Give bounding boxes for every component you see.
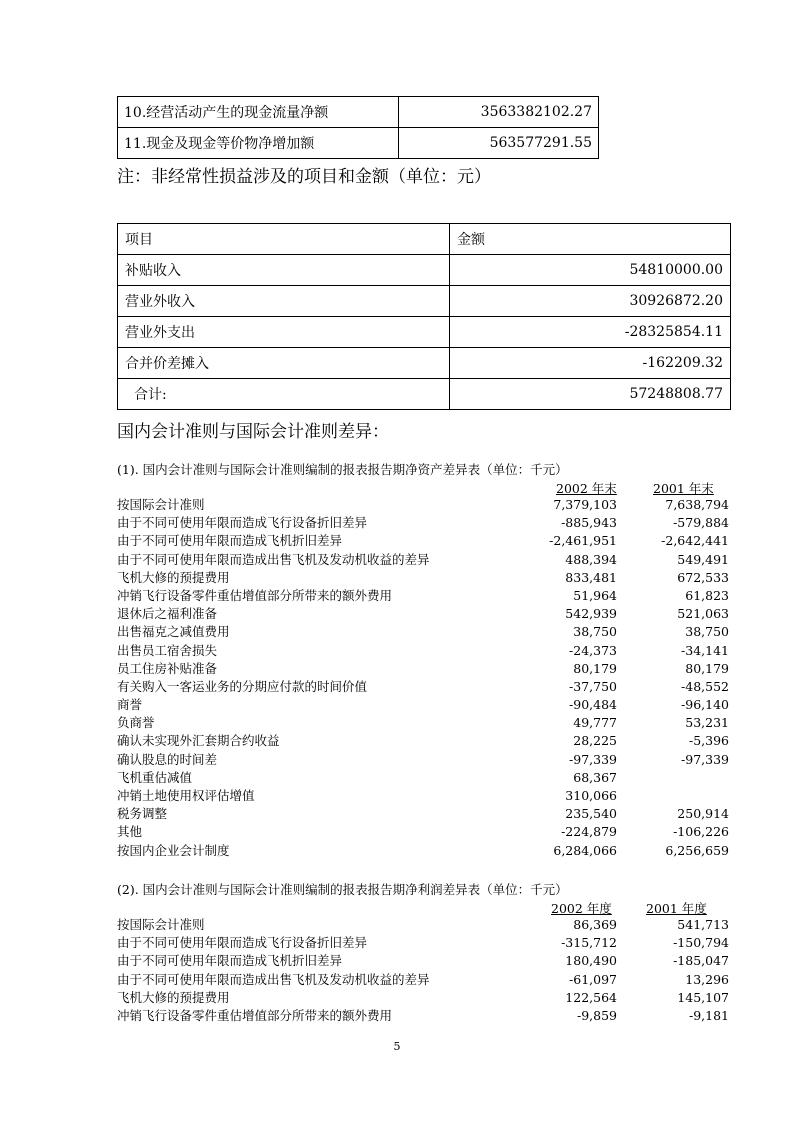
row-value-current: 51,964	[573, 587, 617, 603]
row-value-prior: 145,107	[677, 989, 729, 1005]
amount-cell: -28325854.11	[450, 317, 731, 348]
row-value-current: -224,879	[561, 824, 617, 840]
row-value-current: 180,490	[565, 953, 617, 969]
row-label: 负商誉	[117, 715, 155, 731]
list-item	[117, 569, 729, 587]
row-value-current: 235,540	[565, 806, 617, 822]
row-label: 按国内企业会计制度	[117, 842, 230, 858]
amount-cell: -162209.32	[450, 348, 731, 379]
list-item	[117, 787, 729, 805]
cash-flow-value: 563577291.55	[399, 128, 599, 159]
page-number: 5	[393, 1040, 401, 1053]
list-item	[117, 952, 729, 970]
row-label: 由于不同可使用年限而造成飞行设备折旧差异	[117, 515, 368, 531]
row-label: 退休后之福利准备	[117, 606, 218, 622]
list-item	[117, 642, 729, 660]
row-value-current: 122,564	[565, 989, 617, 1005]
row-value-current: 49,777	[573, 715, 617, 731]
item-cell: 营业外支出	[118, 317, 450, 348]
row-value-current: 310,066	[565, 788, 617, 803]
row-value-current: -97,339	[569, 751, 617, 767]
row-value-prior: 38,750	[685, 624, 729, 640]
row-value-prior: -96,140	[681, 697, 729, 713]
row-value-prior: 549,491	[677, 551, 729, 567]
row-value-current: 7,379,103	[553, 497, 617, 512]
row-value-prior: 672,533	[677, 569, 729, 585]
row-label: 飞机重估减值	[117, 769, 193, 785]
amount-cell: 54810000.00	[450, 255, 731, 286]
row-value-current: 38,750	[573, 624, 617, 640]
row-value-prior: -48,552	[681, 678, 729, 694]
list-item	[117, 496, 729, 514]
row-label: 飞机大修的预提费用	[117, 989, 230, 1005]
row-value-prior: 7,638,794	[665, 497, 729, 512]
table-row	[118, 128, 599, 159]
header-item: 项目	[118, 224, 450, 255]
row-label: 由于不同可使用年限而造成出售飞机及发动机收益的差异	[117, 971, 430, 987]
section1-title: (1). 国内会计准则与国际会计准则编制的报表报告期净资产差异表（单位：千元）	[117, 462, 568, 477]
nonrecurring-table	[117, 223, 731, 410]
net-profit-difference-list	[117, 916, 729, 1025]
row-value-current: -885,943	[561, 515, 617, 531]
row-value-prior: -34,141	[681, 642, 729, 658]
row-label: 冲销飞行设备零件重估增值部分所带来的额外费用	[117, 587, 393, 603]
table-row	[118, 286, 731, 317]
row-label: 其他	[117, 824, 143, 840]
row-label: 税务调整	[117, 806, 168, 822]
list-item	[117, 605, 729, 623]
row-value-prior: -9,181	[688, 1007, 729, 1023]
row-value-current: 542,939	[565, 606, 617, 622]
row-label: 由于不同可使用年限而造成飞机折旧差异	[117, 533, 343, 549]
row-label: 有关购入一客运业务的分期应付款的时间价值	[117, 678, 368, 694]
list-item	[117, 842, 729, 860]
table-row	[118, 317, 731, 348]
nonrecurring-note: 注：非经常性损益涉及的项目和金额（单位：元）	[117, 167, 491, 187]
table-row	[118, 97, 599, 128]
list-item	[117, 660, 729, 678]
list-item	[117, 532, 729, 550]
row-value-current: 68,367	[573, 769, 617, 785]
list-item	[117, 989, 729, 1007]
row-value-prior: 13,296	[685, 971, 729, 987]
list-item	[117, 769, 729, 787]
list-item	[117, 732, 729, 750]
table-row	[118, 348, 731, 379]
row-value-prior: -579,884	[673, 515, 729, 531]
row-value-prior: 61,823	[685, 587, 729, 603]
list-item	[117, 587, 729, 605]
row-label: 冲销土地使用权评估增值	[117, 788, 255, 803]
row-label: 由于不同可使用年限而造成出售飞机及发动机收益的差异	[117, 551, 430, 567]
row-label: 按国际会计准则	[117, 497, 205, 512]
row-value-prior: 53,231	[685, 715, 729, 731]
row-value-current: 86,369	[573, 917, 617, 932]
list-item	[117, 514, 729, 532]
row-value-current: -9,859	[576, 1007, 617, 1023]
row-label: 冲销飞行设备零件重估增值部分所带来的额外费用	[117, 1007, 393, 1023]
row-value-current: 488,394	[565, 551, 617, 567]
row-value-current: 833,481	[565, 569, 617, 585]
row-value-prior: -2,642,441	[661, 533, 729, 549]
list-item	[117, 823, 729, 841]
row-label: 由于不同可使用年限而造成飞行设备折旧差异	[117, 935, 368, 951]
list-item	[117, 1007, 729, 1025]
list-item	[117, 551, 729, 569]
net-assets-difference-list	[117, 496, 729, 860]
row-value-prior: 541,713	[677, 917, 729, 932]
row-value-prior: 521,063	[677, 606, 729, 622]
row-value-current: 80,179	[573, 660, 617, 676]
row-value-prior: 80,179	[685, 660, 729, 676]
table-row	[118, 255, 731, 286]
row-label: 按国际会计准则	[117, 917, 205, 932]
list-item	[117, 971, 729, 989]
row-value-current: -90,484	[569, 697, 617, 713]
table-header-row	[118, 224, 731, 255]
cash-flow-value: 3563382102.27	[399, 97, 599, 128]
section2-col1-header: 2002 年度	[551, 901, 612, 916]
cash-flow-label: 10.经营活动产生的现金流量净额	[118, 97, 399, 128]
gaap-difference-heading: 国内会计准则与国际会计准则差异：	[117, 422, 389, 442]
list-item	[117, 714, 729, 732]
section2-title: (2). 国内会计准则与国际会计准则编制的报表报告期净利润差异表（单位：千元）	[117, 882, 568, 897]
row-value-current: -37,750	[569, 678, 617, 694]
row-label: 出售福克之减值费用	[117, 624, 230, 640]
section2-col2-header: 2001 年度	[646, 901, 707, 916]
total-amount: 57248808.77	[450, 379, 731, 410]
list-item	[117, 751, 729, 769]
cash-flow-table	[117, 96, 599, 159]
list-item	[117, 805, 729, 823]
list-item	[117, 934, 729, 952]
row-label: 出售员工宿舍损失	[117, 642, 218, 658]
row-value-prior: -97,339	[681, 751, 729, 767]
item-cell: 营业外收入	[118, 286, 450, 317]
total-row	[118, 379, 731, 410]
row-label: 商誉	[117, 697, 143, 713]
list-item	[117, 623, 729, 641]
row-value-prior: -106,226	[673, 824, 729, 840]
list-item	[117, 678, 729, 696]
total-label: 合计:	[118, 379, 450, 410]
row-value-current: 6,284,066	[553, 842, 617, 858]
row-value-current: -2,461,951	[549, 533, 617, 549]
section1-col1-header: 2002 年末	[556, 481, 617, 496]
row-value-current: -24,373	[569, 642, 617, 658]
row-value-current: 28,225	[573, 733, 617, 749]
row-label: 员工住房补贴准备	[117, 660, 218, 676]
list-item	[117, 696, 729, 714]
header-amount: 金额	[450, 224, 731, 255]
row-value-current: -61,097	[569, 971, 617, 987]
list-item	[117, 916, 729, 934]
row-value-prior: 250,914	[677, 806, 729, 822]
row-value-prior: -150,794	[673, 935, 729, 951]
item-cell: 合并价差摊入	[118, 348, 450, 379]
item-cell: 补贴收入	[118, 255, 450, 286]
amount-cell: 30926872.20	[450, 286, 731, 317]
row-value-current: -315,712	[561, 935, 617, 951]
row-label: 确认未实现外汇套期合约收益	[117, 733, 280, 749]
section1-col2-header: 2001 年末	[653, 481, 714, 496]
row-label: 由于不同可使用年限而造成飞机折旧差异	[117, 953, 343, 969]
cash-flow-label: 11.现金及现金等价物净增加额	[118, 128, 399, 159]
row-value-prior: 6,256,659	[665, 842, 729, 858]
row-value-prior: -185,047	[673, 953, 729, 969]
row-value-prior: -5,396	[688, 733, 729, 749]
row-label: 确认股息的时间差	[117, 751, 218, 767]
row-label: 飞机大修的预提费用	[117, 569, 230, 585]
